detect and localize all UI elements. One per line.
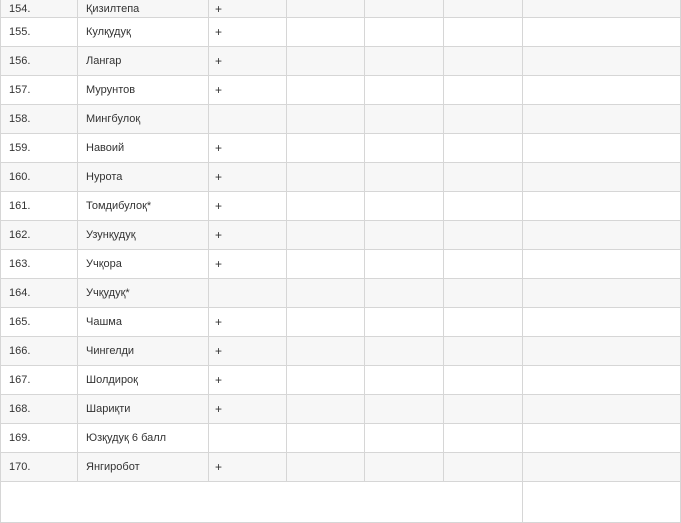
row-number: 156. <box>1 47 78 76</box>
row-number: 166. <box>1 337 78 366</box>
empty-cell <box>365 250 444 279</box>
plus-mark: + <box>209 250 287 279</box>
plus-mark: + <box>209 76 287 105</box>
row-number: 167. <box>1 366 78 395</box>
plus-mark: + <box>209 47 287 76</box>
empty-cell <box>523 308 681 337</box>
plus-mark: + <box>209 18 287 47</box>
empty-cell <box>365 366 444 395</box>
empty-cell <box>444 0 523 18</box>
empty-cell <box>287 18 365 47</box>
plus-mark <box>209 105 287 134</box>
settlement-name: Мурунтов <box>78 76 209 105</box>
table-row <box>1 366 681 395</box>
row-number: 162. <box>1 221 78 250</box>
settlement-name: Лангар <box>78 47 209 76</box>
settlement-name: Шариқти <box>78 395 209 424</box>
empty-cell <box>444 453 523 482</box>
merged-empty-cell <box>1 482 523 523</box>
table-row <box>1 308 681 337</box>
empty-cell <box>365 18 444 47</box>
table-row <box>1 279 681 308</box>
empty-cell <box>365 308 444 337</box>
settlement-name: Чашма <box>78 308 209 337</box>
empty-cell <box>444 47 523 76</box>
empty-cell <box>365 279 444 308</box>
table-row <box>1 453 681 482</box>
table-row <box>1 192 681 221</box>
empty-cell <box>444 18 523 47</box>
empty-cell <box>365 192 444 221</box>
empty-cell <box>365 395 444 424</box>
empty-cell <box>523 424 681 453</box>
table-row <box>1 18 681 47</box>
empty-cell <box>523 221 681 250</box>
settlement-name: Учқудуқ* <box>78 279 209 308</box>
empty-cell <box>287 221 365 250</box>
empty-cell <box>365 76 444 105</box>
empty-cell <box>523 18 681 47</box>
table-row-partial <box>1 482 681 523</box>
empty-cell <box>523 105 681 134</box>
empty-cell <box>365 163 444 192</box>
empty-cell <box>287 337 365 366</box>
table-body <box>1 0 681 523</box>
empty-cell <box>287 366 365 395</box>
settlement-name: Томдибулоқ* <box>78 192 209 221</box>
empty-cell <box>287 250 365 279</box>
empty-cell <box>365 105 444 134</box>
empty-cell <box>287 105 365 134</box>
empty-cell <box>365 337 444 366</box>
settlement-name: Нурота <box>78 163 209 192</box>
table-row <box>1 395 681 424</box>
table-row <box>1 105 681 134</box>
empty-cell <box>287 192 365 221</box>
plus-mark: + <box>209 0 287 18</box>
empty-cell <box>523 47 681 76</box>
empty-cell <box>287 279 365 308</box>
table-row <box>1 163 681 192</box>
empty-cell <box>523 395 681 424</box>
empty-cell <box>287 47 365 76</box>
empty-cell <box>523 482 681 523</box>
table-row <box>1 47 681 76</box>
empty-cell <box>523 366 681 395</box>
row-number: 168. <box>1 395 78 424</box>
plus-mark: + <box>209 395 287 424</box>
empty-cell <box>365 134 444 163</box>
plus-mark: + <box>209 192 287 221</box>
table-row <box>1 221 681 250</box>
empty-cell <box>287 395 365 424</box>
row-number: 161. <box>1 192 78 221</box>
plus-mark: + <box>209 308 287 337</box>
settlement-name: Учқора <box>78 250 209 279</box>
settlement-name: Чингелди <box>78 337 209 366</box>
empty-cell <box>287 453 365 482</box>
empty-cell <box>444 250 523 279</box>
empty-cell <box>444 76 523 105</box>
empty-cell <box>444 192 523 221</box>
plus-mark: + <box>209 453 287 482</box>
row-number: 170. <box>1 453 78 482</box>
empty-cell <box>287 163 365 192</box>
settlement-name: Мингбулоқ <box>78 105 209 134</box>
row-number: 157. <box>1 76 78 105</box>
empty-cell <box>365 424 444 453</box>
row-number: 154. <box>1 0 78 18</box>
empty-cell <box>523 250 681 279</box>
empty-cell <box>444 308 523 337</box>
plus-mark: + <box>209 163 287 192</box>
empty-cell <box>365 221 444 250</box>
empty-cell <box>523 0 681 18</box>
settlement-name: Янгиробот <box>78 453 209 482</box>
row-number: 165. <box>1 308 78 337</box>
row-number: 164. <box>1 279 78 308</box>
plus-mark <box>209 424 287 453</box>
row-number: 163. <box>1 250 78 279</box>
row-number: 158. <box>1 105 78 134</box>
empty-cell <box>523 134 681 163</box>
empty-cell <box>287 76 365 105</box>
table-row <box>1 250 681 279</box>
empty-cell <box>444 366 523 395</box>
empty-cell <box>444 395 523 424</box>
empty-cell <box>444 163 523 192</box>
settlement-name: Қизилтепа <box>78 0 209 18</box>
plus-mark: + <box>209 337 287 366</box>
empty-cell <box>444 279 523 308</box>
empty-cell <box>523 163 681 192</box>
row-number: 159. <box>1 134 78 163</box>
settlement-name: Навоий <box>78 134 209 163</box>
empty-cell <box>287 424 365 453</box>
row-number: 155. <box>1 18 78 47</box>
empty-cell <box>365 453 444 482</box>
empty-cell <box>523 279 681 308</box>
settlement-name: Кулқудуқ <box>78 18 209 47</box>
empty-cell <box>523 453 681 482</box>
empty-cell <box>365 47 444 76</box>
empty-cell <box>287 134 365 163</box>
settlement-name: Юзқудуқ 6 балл <box>78 424 209 453</box>
empty-cell <box>444 134 523 163</box>
empty-cell <box>444 337 523 366</box>
plus-mark: + <box>209 221 287 250</box>
empty-cell <box>287 308 365 337</box>
empty-cell <box>444 424 523 453</box>
table-row <box>1 0 681 18</box>
empty-cell <box>444 105 523 134</box>
empty-cell <box>444 221 523 250</box>
empty-cell <box>287 0 365 18</box>
empty-cell <box>365 0 444 18</box>
empty-cell <box>523 76 681 105</box>
empty-cell <box>523 337 681 366</box>
table-row <box>1 76 681 105</box>
plus-mark: + <box>209 134 287 163</box>
table-row <box>1 424 681 453</box>
table-row <box>1 134 681 163</box>
table-row <box>1 337 681 366</box>
settlement-name: Узунқудуқ <box>78 221 209 250</box>
plus-mark <box>209 279 287 308</box>
plus-mark: + <box>209 366 287 395</box>
row-number: 160. <box>1 163 78 192</box>
row-number: 169. <box>1 424 78 453</box>
empty-cell <box>523 192 681 221</box>
settlement-name: Шолдироқ <box>78 366 209 395</box>
